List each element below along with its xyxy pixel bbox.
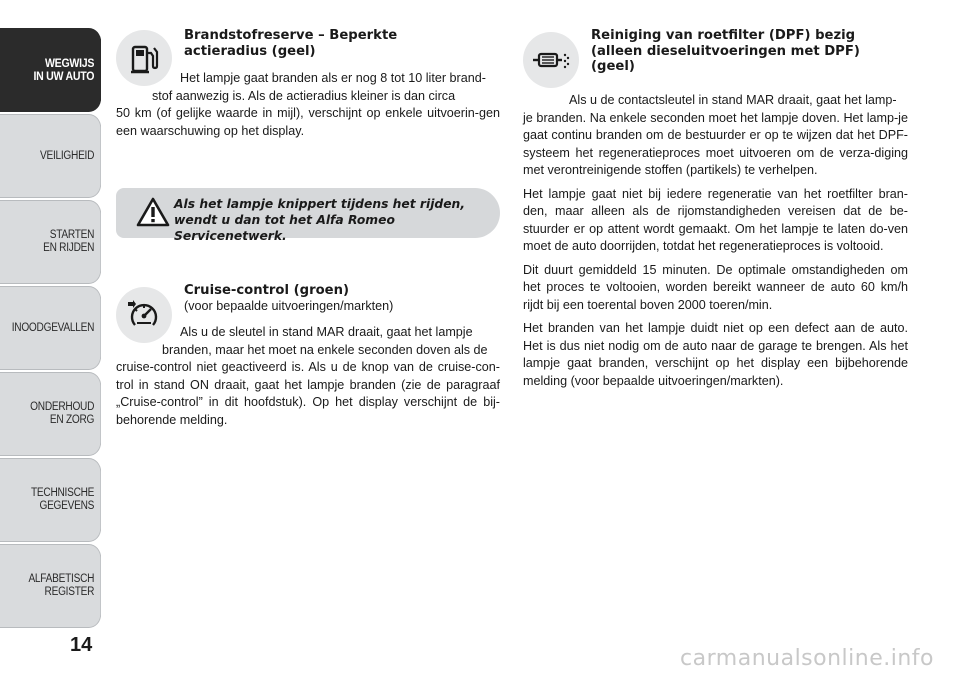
tab-label: EN RIJDEN <box>43 242 95 254</box>
fuel-reserve-section <box>116 26 500 156</box>
cruise-body-line: branden, maar het moet na enkele seconden doven als de <box>162 342 488 357</box>
fuel-body <box>116 70 500 140</box>
tab-wegwijs[interactable] <box>0 28 101 112</box>
tab-label: EN ZORG <box>49 414 95 426</box>
cruise-subtitle: (voor bepaalde uitvoeringen/markten) <box>184 299 394 313</box>
tab-label: INOODGEVALLEN <box>11 321 95 334</box>
dpf-body <box>523 92 908 390</box>
page-number: 14 <box>70 634 93 656</box>
cruise-body <box>116 324 500 429</box>
dpf-filter-icon <box>523 32 579 88</box>
tab-label: STARTEN <box>49 229 95 241</box>
dpf-paragraph-2: Het lampje gaat niet bij iedere regeneratie van het roetfilter bran-den, maar alleen als de rijomstandigheden vereisen dat de be-stuurder er op attent wordt gemaakt. Om het lampje te laten do-ven moet de auto doorrijden, totdat het regeneratieproces is voltooid. <box>523 186 908 253</box>
tab-label: TECHNISCHE <box>31 487 95 499</box>
dpf-paragraph-1: je branden. Na enkele seconden moet het lampje doven. Het lamp-je gaat continu branden om de bestuurder er op te wijzen dat het DPF-systeem het regeneratieproces moet uitvoeren om de verza-diging met verontreinigende stoffen (partikels) te verhelpen. <box>523 110 908 177</box>
cruise-control-section <box>116 281 500 461</box>
dpf-heading: Reiniging van roetfilter (DPF) bezig (alleen dieseluitvoeringen met DPF) (geel) <box>591 28 860 74</box>
fuel-body-rest: 50 km (of gelijke waarde in mijl), verschijnt op enkele uitvoerin-gen een waarschuwing op het display. <box>116 106 500 138</box>
tab-label: IN UW AUTO <box>33 69 95 83</box>
tab-label: GEGEVENS <box>39 500 95 512</box>
tab-label: WEGWIJS <box>44 56 95 70</box>
dpf-body-line: Als u de contactsleutel in stand MAR draait, gaat het lamp- <box>569 93 897 107</box>
watermark: carmanualsonline.info <box>680 646 934 671</box>
dpf-paragraph-3: Dit duurt gemiddeld 15 minuten. De optimale omstandigheden om het proces te voltooien, worden bereikt wanneer de auto 60 km/h rijdt bij een toerental boven 2000 toeren/min. <box>523 262 908 312</box>
cruise-heading: Cruise-control (groen) <box>184 283 349 298</box>
cruise-body-rest: cruise-control niet geactiveerd is. Als u de knop van de cruise-con-trol in stand ON draait, gaat het lampje branden (zie de paragraaf „Cruise-control” in dit hoofdstuk). Op het display verschijnt de bij-behorende melding. <box>116 360 500 427</box>
warning-note <box>116 188 500 243</box>
tab-label: ALFABETISCH <box>28 573 95 585</box>
tab-noodgevallen[interactable] <box>0 286 101 370</box>
fuel-heading: Brandstofreserve – Beperkte actieradius (geel) <box>184 28 398 59</box>
warning-triangle-icon <box>136 197 170 227</box>
tab-label: VEILIGHEID <box>39 149 95 162</box>
tab-starten[interactable] <box>0 200 101 284</box>
dpf-paragraph-4: Het branden van het lampje duidt niet op een defect aan de auto. Het is dus niet nodig om de auto naar de garage te brengen. Als het lampje gaat branden, verschijnt op het display een bijbehorende melding (voor bepaalde uitvoeringen/markten). <box>523 321 908 388</box>
fuel-body-line: Het lampje gaat branden als er nog 8 tot 10 liter brand- <box>180 71 486 85</box>
warning-text: Als het lampje knippert tijdens het rijden, wendt u dan tot het Alfa Romeo Servicenetwerk. <box>174 197 465 243</box>
tab-veiligheid[interactable] <box>0 114 101 198</box>
tab-onderhoud[interactable] <box>0 372 101 456</box>
tab-label: REGISTER <box>44 586 95 598</box>
tab-register[interactable] <box>0 544 101 628</box>
fuel-body-line: stof aanwezig is. Als de actieradius kleiner is dan circa <box>152 88 456 103</box>
tab-technische-gegevens[interactable] <box>0 458 101 542</box>
cruise-body-line: Als u de sleutel in stand MAR draait, gaat het lampje <box>180 325 473 339</box>
tab-label: ONDERHOUD <box>30 401 95 413</box>
